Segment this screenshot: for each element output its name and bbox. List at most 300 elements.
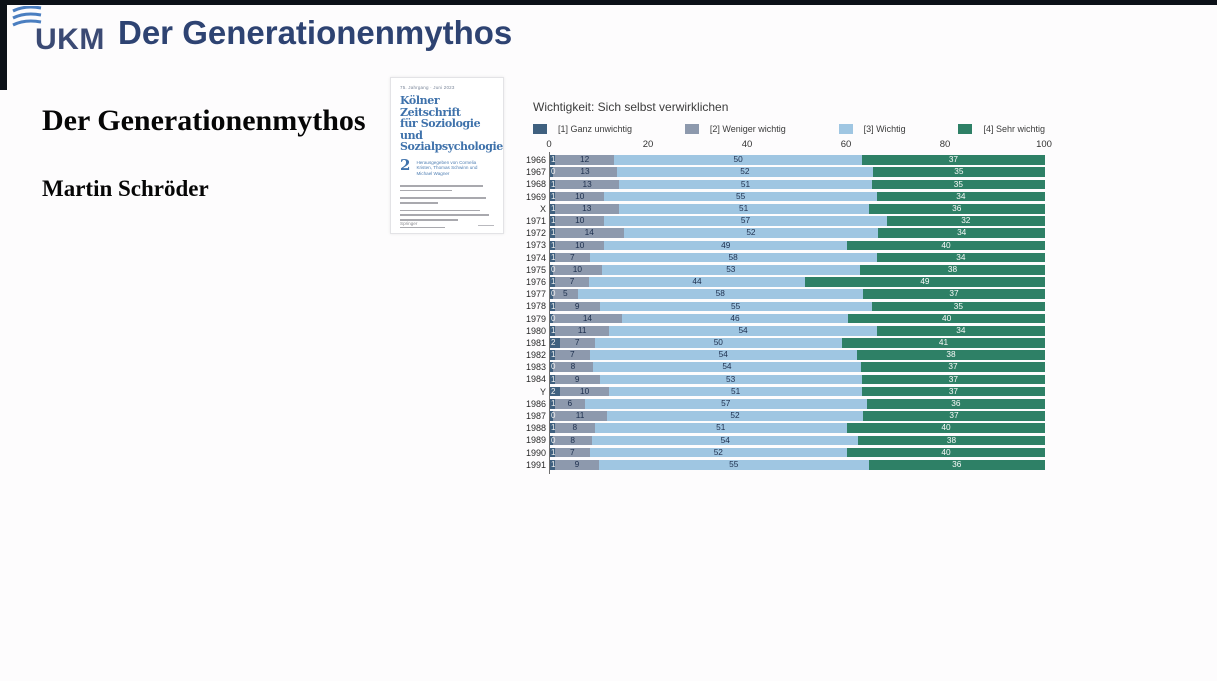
bar-value-label: 40: [941, 446, 951, 457]
bar-segment-2: [560, 338, 595, 348]
legend-label: [4] Sehr wichtig: [983, 124, 1045, 134]
bar-row-1966: [525, 154, 1045, 166]
bar-segment-1: [550, 435, 556, 446]
bar-value-label: 1: [551, 301, 556, 311]
bar-segment-1: [550, 228, 555, 238]
bar-segment-2: [553, 362, 593, 372]
bar-value-label: 37: [949, 410, 959, 421]
bar-segment-1: [550, 264, 556, 275]
bar-segment-4: [861, 362, 1045, 372]
bar-track: [550, 289, 1045, 299]
bar-segment-2: [555, 399, 585, 409]
bar-segment-4: [877, 192, 1045, 202]
x-tick-label: 80: [939, 139, 951, 150]
bar-value-label: 1: [551, 423, 556, 433]
y-axis-label: 1980: [525, 325, 546, 336]
bar-value-label: 36: [952, 458, 962, 469]
bar-value-label: 36: [952, 203, 962, 214]
bar-value-label: 40: [941, 312, 952, 323]
bar-track: [550, 192, 1045, 202]
bar-segment-2: [560, 387, 610, 397]
y-axis-label: 1991: [525, 459, 546, 470]
bar-segment-1: [550, 375, 555, 385]
bar-segment-2: [555, 423, 595, 433]
bar-value-label: 34: [956, 251, 966, 262]
bar-segment-2: [555, 253, 590, 263]
bar-segment-4: [862, 375, 1045, 385]
bar-value-label: 54: [718, 349, 728, 360]
bar-row-1972: [525, 227, 1045, 239]
bar-track: [550, 326, 1045, 336]
bar-value-label: 10: [575, 215, 585, 226]
bar-row-1969: [525, 190, 1045, 203]
bar-value-label: 54: [722, 361, 732, 372]
bar-value-label: 8: [570, 361, 576, 372]
bar-segment-3: [593, 362, 861, 372]
bar-value-label: 37: [949, 288, 959, 299]
bar-segment-3: [590, 350, 857, 360]
bar-segment-2: [553, 167, 617, 177]
bar-value-label: 51: [731, 385, 741, 396]
bar-segment-2: [553, 265, 602, 275]
bar-value-label: 9: [574, 458, 580, 469]
bar-segment-3: [624, 228, 879, 238]
bar-value-label: 0: [551, 167, 556, 177]
bar-segment-1: [550, 399, 555, 409]
bar-segment-3: [585, 399, 867, 409]
bar-segment-3: [602, 265, 860, 275]
bar-segment-4: [877, 326, 1045, 336]
y-axis-label: X: [539, 203, 546, 214]
bar-segment-3: [595, 338, 843, 348]
bar-segment-3: [600, 375, 862, 385]
bar-row-1984: [525, 373, 1045, 385]
journal-cover: [390, 77, 504, 234]
bar-value-label: 1: [551, 216, 556, 226]
bar-value-label: 57: [740, 215, 751, 226]
bar-value-label: 0: [551, 264, 556, 274]
bar-segment-2: [555, 241, 605, 251]
bar-segment-2: [555, 155, 614, 165]
y-axis-label: 1976: [525, 276, 546, 287]
bar-segment-2: [555, 192, 605, 202]
bar-segment-4: [877, 253, 1045, 263]
bar-value-label: 38: [947, 263, 958, 274]
bar-value-label: 14: [582, 312, 593, 323]
bar-segment-4: [878, 228, 1045, 238]
bar-value-label: 51: [716, 422, 726, 433]
bar-value-label: 9: [574, 300, 580, 311]
bar-value-label: 34: [956, 324, 966, 335]
bar-track: [550, 448, 1045, 458]
bar-track: [550, 228, 1045, 238]
bar-value-label: 38: [946, 349, 956, 360]
bar-track: [550, 302, 1045, 312]
bar-row-Y: [539, 385, 1045, 398]
bar-value-label: 58: [715, 288, 725, 299]
top-letterbox-bar: [0, 0, 1217, 5]
bar-segment-1: [550, 204, 555, 214]
bar-track: [550, 375, 1045, 385]
left-letterbox-bar: [0, 0, 7, 90]
bar-segment-1: [550, 277, 555, 287]
bar-segment-4: [872, 302, 1045, 312]
bar-segment-2: [555, 460, 599, 470]
bar-row-1986: [525, 398, 1045, 410]
bar-value-label: 0: [551, 362, 556, 372]
y-axis-label: Y: [539, 386, 546, 397]
bar-value-label: 1: [551, 252, 556, 262]
chart-legend: [533, 124, 1045, 134]
bar-row-1974: [525, 251, 1045, 264]
bar-segment-2: [555, 350, 590, 360]
bar-value-label: 5: [562, 288, 568, 299]
bar-segment-2: [555, 180, 619, 190]
bar-segment-3: [578, 289, 863, 299]
bar-segment-1: [550, 423, 555, 433]
bar-track: [550, 423, 1045, 433]
y-axis-label: 1968: [525, 179, 546, 190]
bar-value-label: 54: [720, 434, 730, 445]
bar-value-label: 53: [726, 263, 736, 274]
bar-row-1968: [525, 178, 1045, 190]
bar-value-label: 1: [551, 459, 556, 469]
bar-row-1971: [525, 215, 1045, 227]
bar-track: [550, 253, 1045, 263]
bar-segment-4: [847, 423, 1045, 433]
bar-value-label: 7: [574, 337, 580, 348]
legend-item-4: [958, 124, 1045, 134]
bar-segment-3: [619, 204, 869, 214]
bar-segment-2: [555, 375, 600, 385]
bar-value-label: 1: [551, 191, 556, 201]
bar-value-label: 7: [569, 251, 575, 262]
bar-segment-2: [553, 436, 592, 446]
bar-track: [550, 167, 1045, 177]
bar-value-label: 1: [551, 447, 556, 457]
legend-item-2: [685, 124, 786, 134]
stacked-bar-chart: [525, 100, 1063, 474]
bar-segment-1: [550, 411, 556, 421]
bar-segment-3: [614, 155, 862, 165]
legend-label: [1] Ganz unwichtig: [558, 124, 633, 134]
bar-value-label: 57: [721, 398, 731, 409]
bar-segment-1: [550, 387, 560, 397]
bar-value-label: 1: [551, 350, 556, 360]
bar-value-label: 1: [551, 240, 556, 250]
bar-segment-1: [550, 253, 555, 263]
bar-value-label: 0: [551, 289, 556, 299]
bar-value-label: 52: [713, 446, 723, 457]
bar-value-label: 34: [956, 190, 966, 201]
legend-item-3: [839, 124, 906, 134]
bar-row-X: [539, 203, 1045, 215]
bar-value-label: 51: [740, 178, 751, 189]
bar-segment-2: [555, 277, 589, 287]
bar-segment-1: [550, 448, 555, 458]
bar-value-label: 49: [920, 276, 930, 287]
bar-segment-4: [863, 411, 1045, 421]
y-axis-label: 1982: [525, 350, 546, 361]
bar-value-label: 0: [551, 435, 556, 445]
ukm-logo-text: UKM: [35, 23, 105, 56]
legend-swatch-icon: [958, 124, 972, 134]
bar-segment-4: [847, 241, 1045, 251]
y-axis-label: 1967: [525, 167, 546, 178]
bar-track: [550, 265, 1045, 275]
bar-value-label: 7: [569, 349, 575, 360]
bar-segment-1: [550, 289, 556, 299]
bar-value-label: 14: [584, 227, 594, 238]
y-axis-label: 1977: [525, 289, 546, 300]
bar-segment-1: [550, 338, 560, 348]
y-axis-label: 1990: [525, 447, 546, 458]
y-axis-label: 1974: [525, 252, 546, 263]
bar-segment-4: [869, 204, 1045, 214]
bar-segment-4: [867, 399, 1045, 409]
bar-value-label: 40: [941, 239, 951, 250]
bar-value-label: 52: [746, 227, 756, 238]
bar-value-label: 37: [948, 361, 958, 372]
bar-segment-4: [847, 448, 1045, 458]
bar-row-1983: [525, 361, 1045, 373]
bar-value-label: 1: [551, 155, 556, 165]
bar-value-label: 35: [953, 178, 963, 189]
bar-value-label: 8: [570, 434, 575, 445]
y-axis-label: 1979: [525, 313, 546, 324]
bar-segment-3: [595, 423, 847, 433]
bar-value-label: 0: [551, 411, 556, 421]
bar-segment-2: [553, 314, 622, 324]
slide-author: Martin Schröder: [42, 176, 209, 201]
bar-segment-1: [550, 216, 555, 226]
bar-segment-2: [555, 326, 609, 336]
bar-value-label: 1: [551, 204, 556, 214]
y-axis-label: 1986: [525, 398, 546, 409]
bar-row-1981: [525, 337, 1045, 349]
legend-swatch-icon: [533, 124, 547, 134]
y-axis-label: 1972: [525, 228, 546, 239]
bar-row-1978: [525, 300, 1045, 312]
bar-track: [550, 277, 1045, 287]
x-tick-label: 0: [546, 139, 552, 150]
bar-value-label: 0: [551, 313, 556, 323]
bar-value-label: 40: [941, 422, 951, 433]
bar-value-label: 2: [551, 386, 556, 396]
bar-row-1990: [525, 446, 1045, 459]
bar-value-label: 11: [575, 410, 585, 421]
bar-value-label: 12: [580, 154, 590, 165]
x-tick-label: 40: [741, 139, 753, 150]
bar-segment-1: [550, 350, 555, 360]
bar-value-label: 1: [551, 179, 556, 189]
bar-value-label: 1: [551, 228, 556, 238]
y-axis-label: 1983: [525, 362, 546, 373]
x-tick-label: 60: [840, 139, 852, 150]
bar-segment-4: [873, 167, 1045, 177]
springer-logo: Springer: [400, 221, 418, 226]
bar-row-1976: [525, 276, 1045, 288]
bar-row-1982: [525, 349, 1045, 361]
bar-value-label: 38: [946, 434, 957, 445]
bar-segment-3: [589, 277, 805, 287]
bar-segment-2: [555, 302, 600, 312]
bar-row-1989: [525, 434, 1045, 446]
bar-row-1988: [525, 422, 1045, 434]
bar-segment-4: [842, 338, 1045, 348]
legend-swatch-icon: [839, 124, 853, 134]
bar-row-1973: [525, 239, 1045, 251]
bar-segment-3: [609, 387, 861, 397]
bar-segment-3: [590, 253, 877, 263]
journal-code-mark: [478, 225, 494, 226]
bar-value-label: 41: [938, 337, 949, 348]
bar-segment-1: [550, 302, 555, 312]
bar-value-label: 37: [948, 373, 959, 384]
bar-value-label: 10: [572, 263, 582, 274]
bar-value-label: 54: [738, 324, 748, 335]
bar-segment-3: [604, 192, 876, 202]
bar-row-1975: [525, 263, 1045, 276]
bar-value-label: 37: [948, 154, 959, 165]
ukm-logo: [9, 5, 105, 57]
bar-segment-2: [555, 204, 619, 214]
slide-title: Der Generationenmythos: [42, 104, 366, 137]
bar-segment-2: [555, 448, 590, 458]
bar-segment-4: [872, 180, 1045, 190]
bar-value-label: 50: [713, 337, 723, 348]
bar-track: [550, 436, 1045, 446]
bar-value-label: 10: [580, 385, 590, 396]
bar-track: [550, 338, 1045, 348]
y-axis-label: 1984: [525, 374, 546, 385]
bar-value-label: 13: [580, 166, 590, 177]
bar-track: [550, 362, 1045, 372]
bar-value-label: 55: [731, 300, 741, 311]
bar-segment-3: [604, 216, 886, 226]
bar-segment-1: [550, 362, 556, 372]
journal-editors: Herausgegeben von Cornelia Kristen, Thomas Schwinn und Michael Wagner: [416, 159, 478, 176]
bar-segment-2: [555, 228, 624, 238]
bar-segment-1: [550, 167, 556, 177]
bar-value-label: 58: [728, 251, 738, 262]
bar-segment-4: [862, 387, 1045, 397]
bar-value-label: 10: [575, 239, 585, 250]
bar-value-label: 34: [957, 227, 967, 238]
bar-segment-4: [863, 289, 1045, 299]
bar-track: [550, 411, 1045, 421]
bar-row-1987: [525, 410, 1045, 422]
bar-value-label: 35: [954, 166, 964, 177]
bar-value-label: 32: [961, 215, 971, 226]
bar-value-label: 46: [730, 312, 740, 323]
bar-value-label: 49: [721, 239, 731, 250]
journal-title: Kölner Zeitschrift für Soziologie und Sozialpsychologie: [400, 94, 503, 153]
bar-segment-3: [592, 436, 858, 446]
bar-track: [550, 180, 1045, 190]
bar-segment-4: [862, 155, 1045, 165]
bar-value-label: 1: [551, 374, 556, 384]
bar-segment-3: [617, 167, 873, 177]
y-axis-label: 1981: [525, 337, 546, 348]
y-axis-label: 1969: [525, 191, 546, 202]
bar-value-label: 53: [726, 373, 736, 384]
bar-track: [550, 399, 1045, 409]
x-tick-label: 100: [1036, 139, 1052, 150]
bar-segment-3: [590, 448, 847, 458]
journal-issue-number: 2: [400, 155, 411, 174]
page-title: Der Generationenmythos: [118, 14, 513, 51]
bar-segment-3: [619, 180, 871, 190]
legend-label: [3] Wichtig: [863, 124, 906, 134]
bar-row-1980: [525, 324, 1045, 337]
bar-segment-4: [848, 314, 1045, 324]
bar-track: [550, 314, 1045, 324]
bar-segment-4: [805, 277, 1045, 287]
bar-segment-1: [550, 313, 556, 324]
bar-track: [550, 387, 1045, 397]
legend-swatch-icon: [685, 124, 699, 134]
bar-track: [550, 460, 1045, 470]
bar-value-label: 52: [740, 166, 750, 177]
bar-row-1977: [525, 288, 1045, 300]
bar-row-1967: [525, 166, 1045, 178]
bar-value-label: 2: [551, 338, 556, 348]
y-axis-label: 1973: [525, 240, 546, 251]
chart-title: Wichtigkeit: Sich selbst verwirklichen: [533, 100, 729, 114]
bar-value-label: 1: [551, 277, 556, 287]
bar-segment-3: [609, 326, 876, 336]
legend-item-1: [533, 124, 632, 134]
bar-segment-1: [550, 192, 555, 202]
bar-value-label: 51: [738, 203, 749, 214]
bar-row-1979: [525, 312, 1045, 324]
bar-segment-1: [550, 326, 555, 336]
bar-row-1991: [525, 458, 1045, 471]
bar-value-label: 1: [551, 399, 556, 409]
y-axis-label: 1975: [525, 264, 546, 275]
bar-track: [550, 155, 1045, 165]
bar-segment-4: [869, 460, 1045, 470]
bar-value-label: 6: [567, 398, 573, 409]
bar-value-label: 7: [569, 446, 575, 457]
y-axis-label: 1978: [525, 301, 546, 312]
legend-label: [2] Weniger wichtig: [709, 124, 786, 134]
bar-segment-1: [550, 241, 555, 251]
bar-value-label: 35: [953, 300, 963, 311]
bar-value-label: 9: [574, 373, 580, 384]
bar-value-label: 11: [577, 324, 587, 335]
bar-value-label: 13: [582, 203, 592, 214]
y-axis-label: 1989: [525, 435, 546, 446]
bar-value-label: 55: [729, 458, 739, 469]
journal-volume-line: 75. Jahrgang · Juni 2023: [400, 85, 455, 90]
bar-segment-3: [604, 241, 847, 251]
bar-segment-3: [599, 460, 869, 470]
y-axis-label: 1987: [525, 411, 546, 422]
bar-track: [550, 204, 1045, 214]
bar-value-label: 44: [692, 276, 702, 287]
bar-segment-1: [550, 460, 555, 470]
bar-value-label: 50: [733, 154, 743, 165]
x-tick-label: 20: [642, 139, 654, 150]
bar-track: [550, 241, 1045, 251]
bar-segment-4: [887, 216, 1045, 226]
bar-segment-2: [553, 289, 578, 299]
bar-value-label: 37: [948, 385, 959, 396]
bar-value-label: 8: [572, 422, 578, 433]
bar-segment-4: [860, 265, 1045, 275]
